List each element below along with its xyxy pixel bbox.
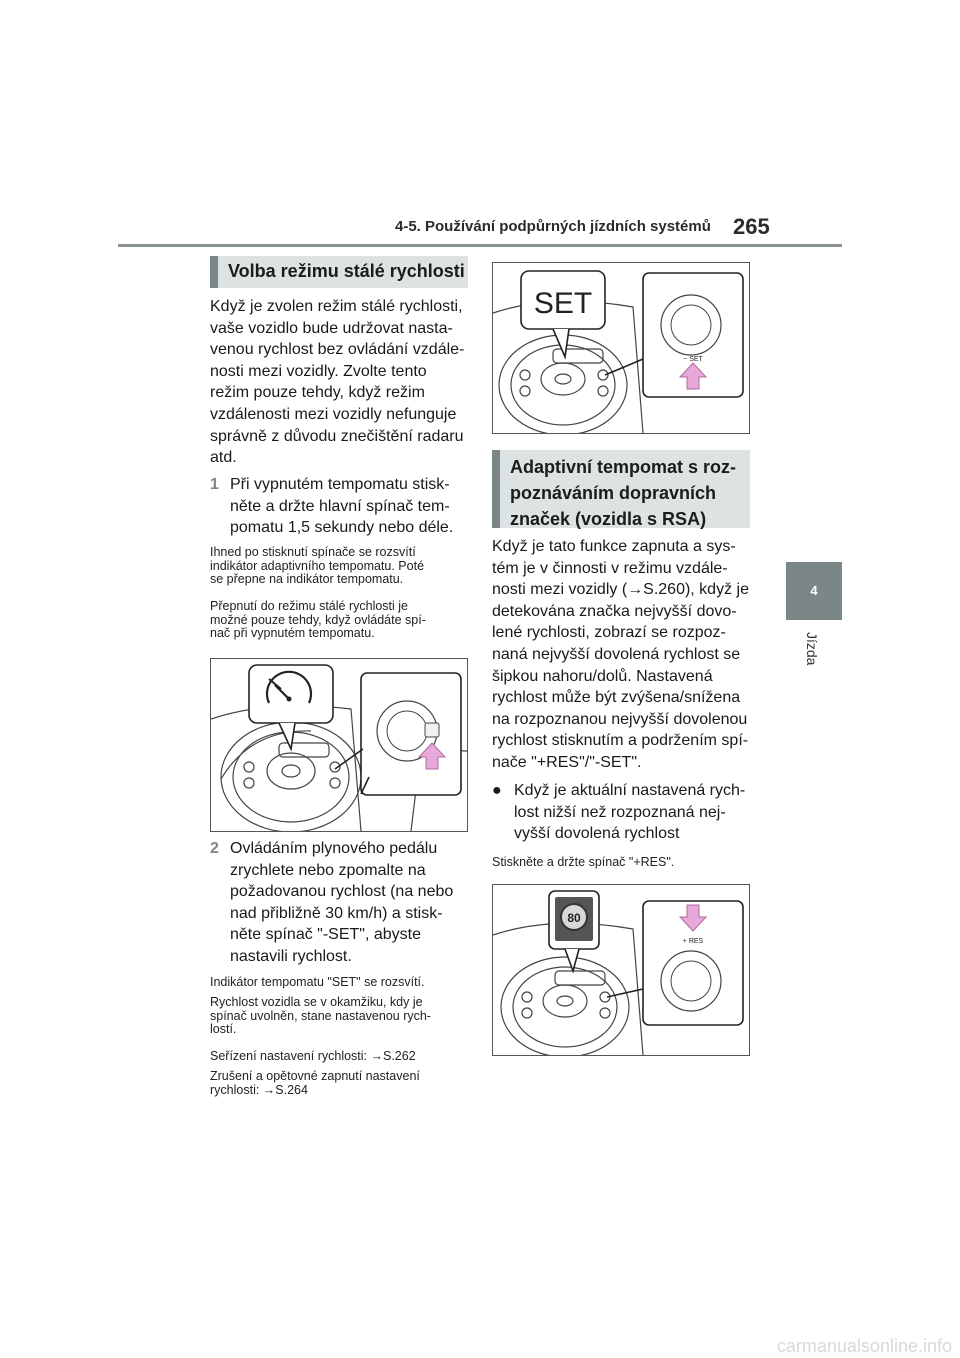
- note-switch-mode: Přepnutí do režimu stálé rychlosti je možné pouze tehdy, když ovládáte spí- nač při vypnutém tempomatu.: [210, 599, 426, 640]
- bullet-lower-speed: ● Když je aktuální nastavená rych- lost nižší než rozpoznaná nej- vyšší dovolená rychlost: [492, 782, 746, 843]
- note-set-indicator: Indikátor tempomatu "SET" se rozsvítí.: [210, 975, 425, 989]
- svg-text:− SET: − SET: [683, 356, 703, 363]
- figure-set-switch: [492, 262, 750, 434]
- chapter-tab[interactable]: 4: [786, 562, 842, 620]
- note-press-res: Stiskněte a držte spínač "+RES".: [492, 855, 675, 869]
- set-callout: [521, 271, 605, 357]
- svg-text:80: 80: [567, 911, 581, 925]
- speed-sign-callout: [549, 891, 599, 971]
- note-adjust-link[interactable]: Seřízení nastavení rychlosti: →S.262: [210, 1049, 416, 1063]
- figure-res-switch: [492, 884, 750, 1056]
- header-rule: [118, 244, 842, 247]
- step-1: 1 Při vypnutém tempomatu stisk- něte a držte hlavní spínač tem- pomatu 1,5 sekundy nebo déle.: [210, 476, 454, 537]
- watermark: carmanualsonline.info: [776, 1336, 952, 1356]
- step-2: 2 Ovládáním plynového pedálu zrychlete nebo zpomalte na požadovanou rychlost (na nebo nad přibližně 30 km/h) a stisk- něte spínač "-SET", abyste nastavili rychlost.: [210, 840, 454, 965]
- rsa-paragraph: Když je tato funkce zapnuta a sys- tém je v činnosti v režimu vzdále- nosti mezi vozidly (→S.260), když je detekována značka nejvyšší dovo- lené rychlosti, zobrazí se rozpoz- naná nejvyšší dovolená rychlost se šipkou nahoru/dolů. Nastavená rychlost může být zvýšena/snížena na rozpoznanou nejvyšší dovolenou rychlost stisknutím a podržením spí- nače "+RES"/"-SET".: [492, 538, 749, 771]
- figure-main-switch: [210, 658, 468, 832]
- speedometer-callout: [249, 665, 333, 749]
- bullet-dot-icon: ●: [492, 782, 502, 799]
- note-indicator: Ihned po stisknutí spínače se rozsvítí indikátor adaptivního tempomatu. Poté se přepne na indikátor tempomatu.: [210, 545, 425, 586]
- chapter-title: 4-5. Používání podpůrných jízdních systémů: [395, 218, 711, 235]
- intro-paragraph: Když je zvolen režim stálé rychlosti, vaše vozidlo bude udržovat nasta- venou rychlost bez ovládání vzdále- nosti mezi vozidly. Zvolte tento režim pouze tehdy, když režim vzdálenosti mezi vozidly nefunguje správně z důvodu znečištění radaru atd.: [210, 298, 465, 467]
- page-number: 265: [733, 214, 770, 239]
- note-cancel-link[interactable]: Zrušení a opětovné zapnutí nastavení rychlosti: →S.264: [210, 1069, 420, 1097]
- step-number: 1: [210, 476, 219, 493]
- chapter-tab-label: Jízda: [804, 632, 820, 666]
- section-heading-constant-speed: Volba režimu stálé rychlosti: [210, 256, 468, 288]
- section-heading-rsa: Adaptivní tempomat s roz- poznáváním dopravních značek (vozidla s RSA): [492, 450, 750, 528]
- note-speed-set: Rychlost vozidla se v okamžiku, kdy je spínač uvolněn, stane nastavenou rych- lostí.: [210, 995, 431, 1036]
- svg-text:+ RES: + RES: [682, 938, 704, 945]
- step-number: 2: [210, 840, 219, 857]
- svg-text:SET: SET: [533, 287, 593, 320]
